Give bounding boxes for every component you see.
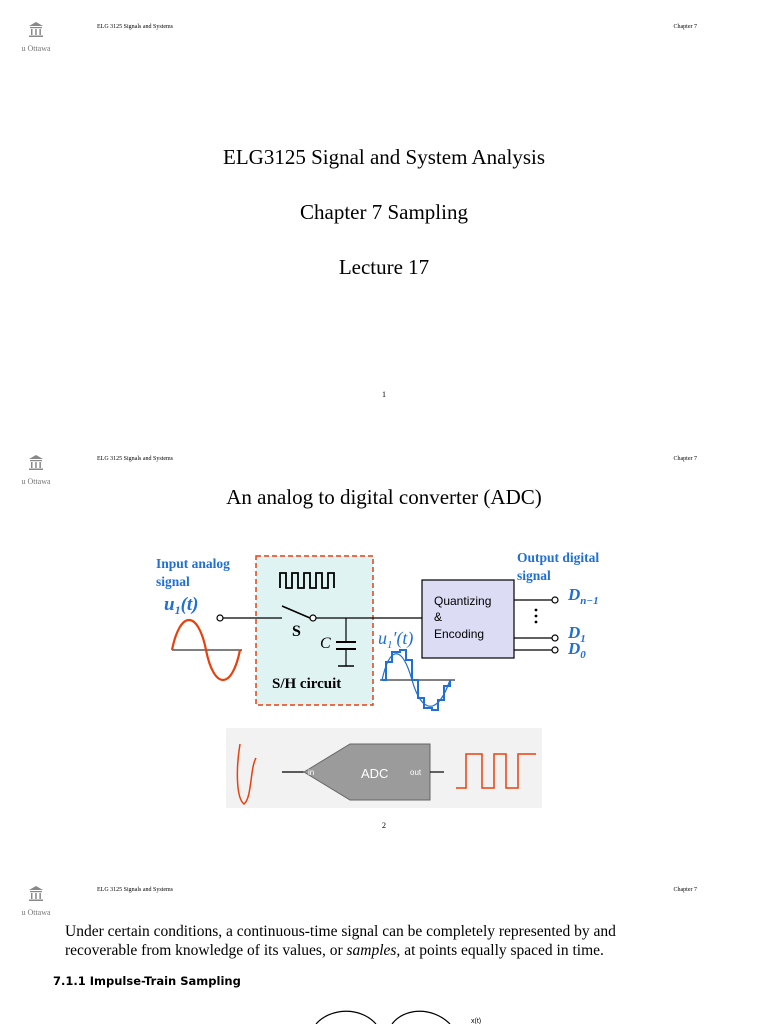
input-label-line2: signal	[156, 574, 190, 589]
header-chapter: Chapter 7	[673, 24, 697, 30]
slide-title: An analog to digital converter (ADC)	[226, 485, 542, 509]
input-label-line1: Input analog	[156, 556, 230, 571]
d1-label: $D_1$	[568, 623, 586, 645]
dn-label: $D_{n-1}$	[568, 585, 599, 607]
lecture-title: Lecture 17	[338, 255, 430, 279]
header-chapter: Chapter 7	[673, 887, 697, 893]
signal-graph-partial	[300, 1006, 500, 1024]
intro-line-1: Under certain conditions, a continuous-time signal can be completely represented by and	[65, 923, 616, 940]
block-text-quantizing: Quantizing	[434, 594, 492, 608]
output-label-line1: Output digital	[517, 550, 600, 565]
output-label-line2: signal	[517, 568, 551, 583]
uottawa-logo	[16, 884, 56, 917]
adc-in-label: in	[308, 768, 315, 777]
header-chapter: Chapter 7	[673, 456, 697, 462]
page-number: 1	[382, 390, 386, 399]
header-course: ELG 3125 Signals and Systems	[97, 456, 173, 462]
logo-text: u Ottawa	[21, 477, 51, 486]
section-heading: 7.1.1 Impulse-Train Sampling	[53, 974, 241, 988]
d0-label: $D_0$	[568, 639, 586, 661]
u1-prime-label: $u_1'(t)$	[378, 628, 414, 651]
intro-paragraph	[65, 922, 616, 960]
header-course: ELG 3125 Signals and Systems	[97, 24, 173, 30]
adc-label: ADC	[361, 766, 389, 781]
chapter-title: Chapter 7 Sampling	[300, 200, 468, 224]
header-course: ELG 3125 Signals and Systems	[97, 887, 173, 893]
block-text-and: &	[434, 610, 443, 624]
graph-label: x(t)	[471, 1018, 482, 1024]
page-number: 2	[382, 821, 386, 830]
logo-text: u Ottawa	[21, 908, 51, 917]
sh-circuit-label: S/H circuit	[272, 676, 342, 692]
continuous-signal-curve	[316, 1011, 450, 1024]
block-text-encoding: Encoding	[434, 627, 485, 641]
capacitor-label: C	[320, 635, 331, 652]
intro-line-2: recoverable from knowledge of its values, or samples, at points equally spaced in time.	[65, 942, 604, 959]
building-icon	[27, 884, 45, 902]
course-title: ELG3125 Signal and System Analysis	[223, 145, 545, 169]
logo-text: u Ottawa	[21, 44, 51, 53]
adc-out-label: out	[410, 768, 422, 777]
u1-label: $u_1(t)$	[164, 594, 199, 617]
switch-label: S	[292, 623, 301, 640]
